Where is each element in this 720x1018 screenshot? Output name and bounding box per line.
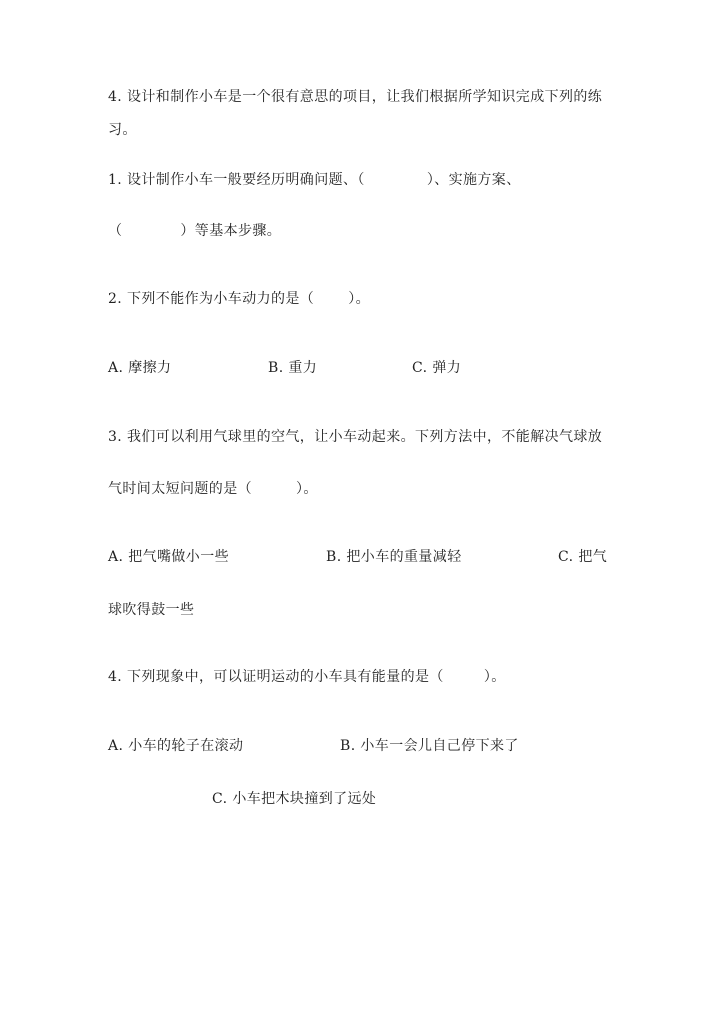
question-2-option-a: A. 摩擦力 (108, 360, 172, 376)
question-4-option-a: A. 小车的轮子在滚动 (108, 738, 244, 754)
question-3-text-b: ）。 (296, 481, 318, 497)
question-3-line-1: 3. 我们可以利用气球里的空气，让小车动起来。下列方法中，不能解决气球放 (108, 429, 603, 445)
question-2-text-b: ）。 (348, 291, 371, 307)
question-3-option-a: A. 把气嘴做小一些 (108, 549, 230, 565)
question-3-text-a: 气时间太短问题的是（ (108, 481, 252, 497)
question-1-text-a: 1. 设计制作小车一般要经历明确问题、（ (108, 172, 365, 188)
intro-line-2: 习。 (108, 122, 137, 138)
question-2-stem (108, 290, 370, 308)
question-4-text-b: ）。 (483, 669, 506, 685)
question-1-text-c: （ (108, 223, 123, 239)
question-2-text-a: 2. 下列不能作为小车动力的是（ (108, 291, 315, 307)
question-2-option-b: B. 重力 (268, 360, 318, 376)
question-1-text-b: ）、实施方案、 (426, 172, 521, 188)
question-3-option-c-continued: 球吹得鼓一些 (108, 602, 195, 618)
intro-line-1: 4. 设计和制作小车是一个很有意思的项目，让我们根据所学知识完成下列的练 (108, 89, 603, 105)
question-4-text-a: 4. 下列现象中，可以证明运动的小车具有能量的是（ (108, 669, 444, 685)
question-1-text-d: ）等基本步骤。 (180, 223, 282, 239)
question-3-line-2 (108, 480, 318, 498)
question-1-line-2 (108, 222, 281, 240)
question-1-line-1 (108, 171, 521, 189)
question-4-option-b: B. 小车一会儿自己停下来了 (340, 738, 519, 754)
question-4-option-c: C. 小车把木块撞到了远处 (212, 791, 377, 807)
question-4-stem (108, 668, 506, 686)
question-3-option-c: C. 把气 (558, 549, 608, 565)
question-3-option-b: B. 把小车的重量减轻 (326, 549, 462, 565)
question-2-option-c: C. 弹力 (412, 360, 462, 376)
